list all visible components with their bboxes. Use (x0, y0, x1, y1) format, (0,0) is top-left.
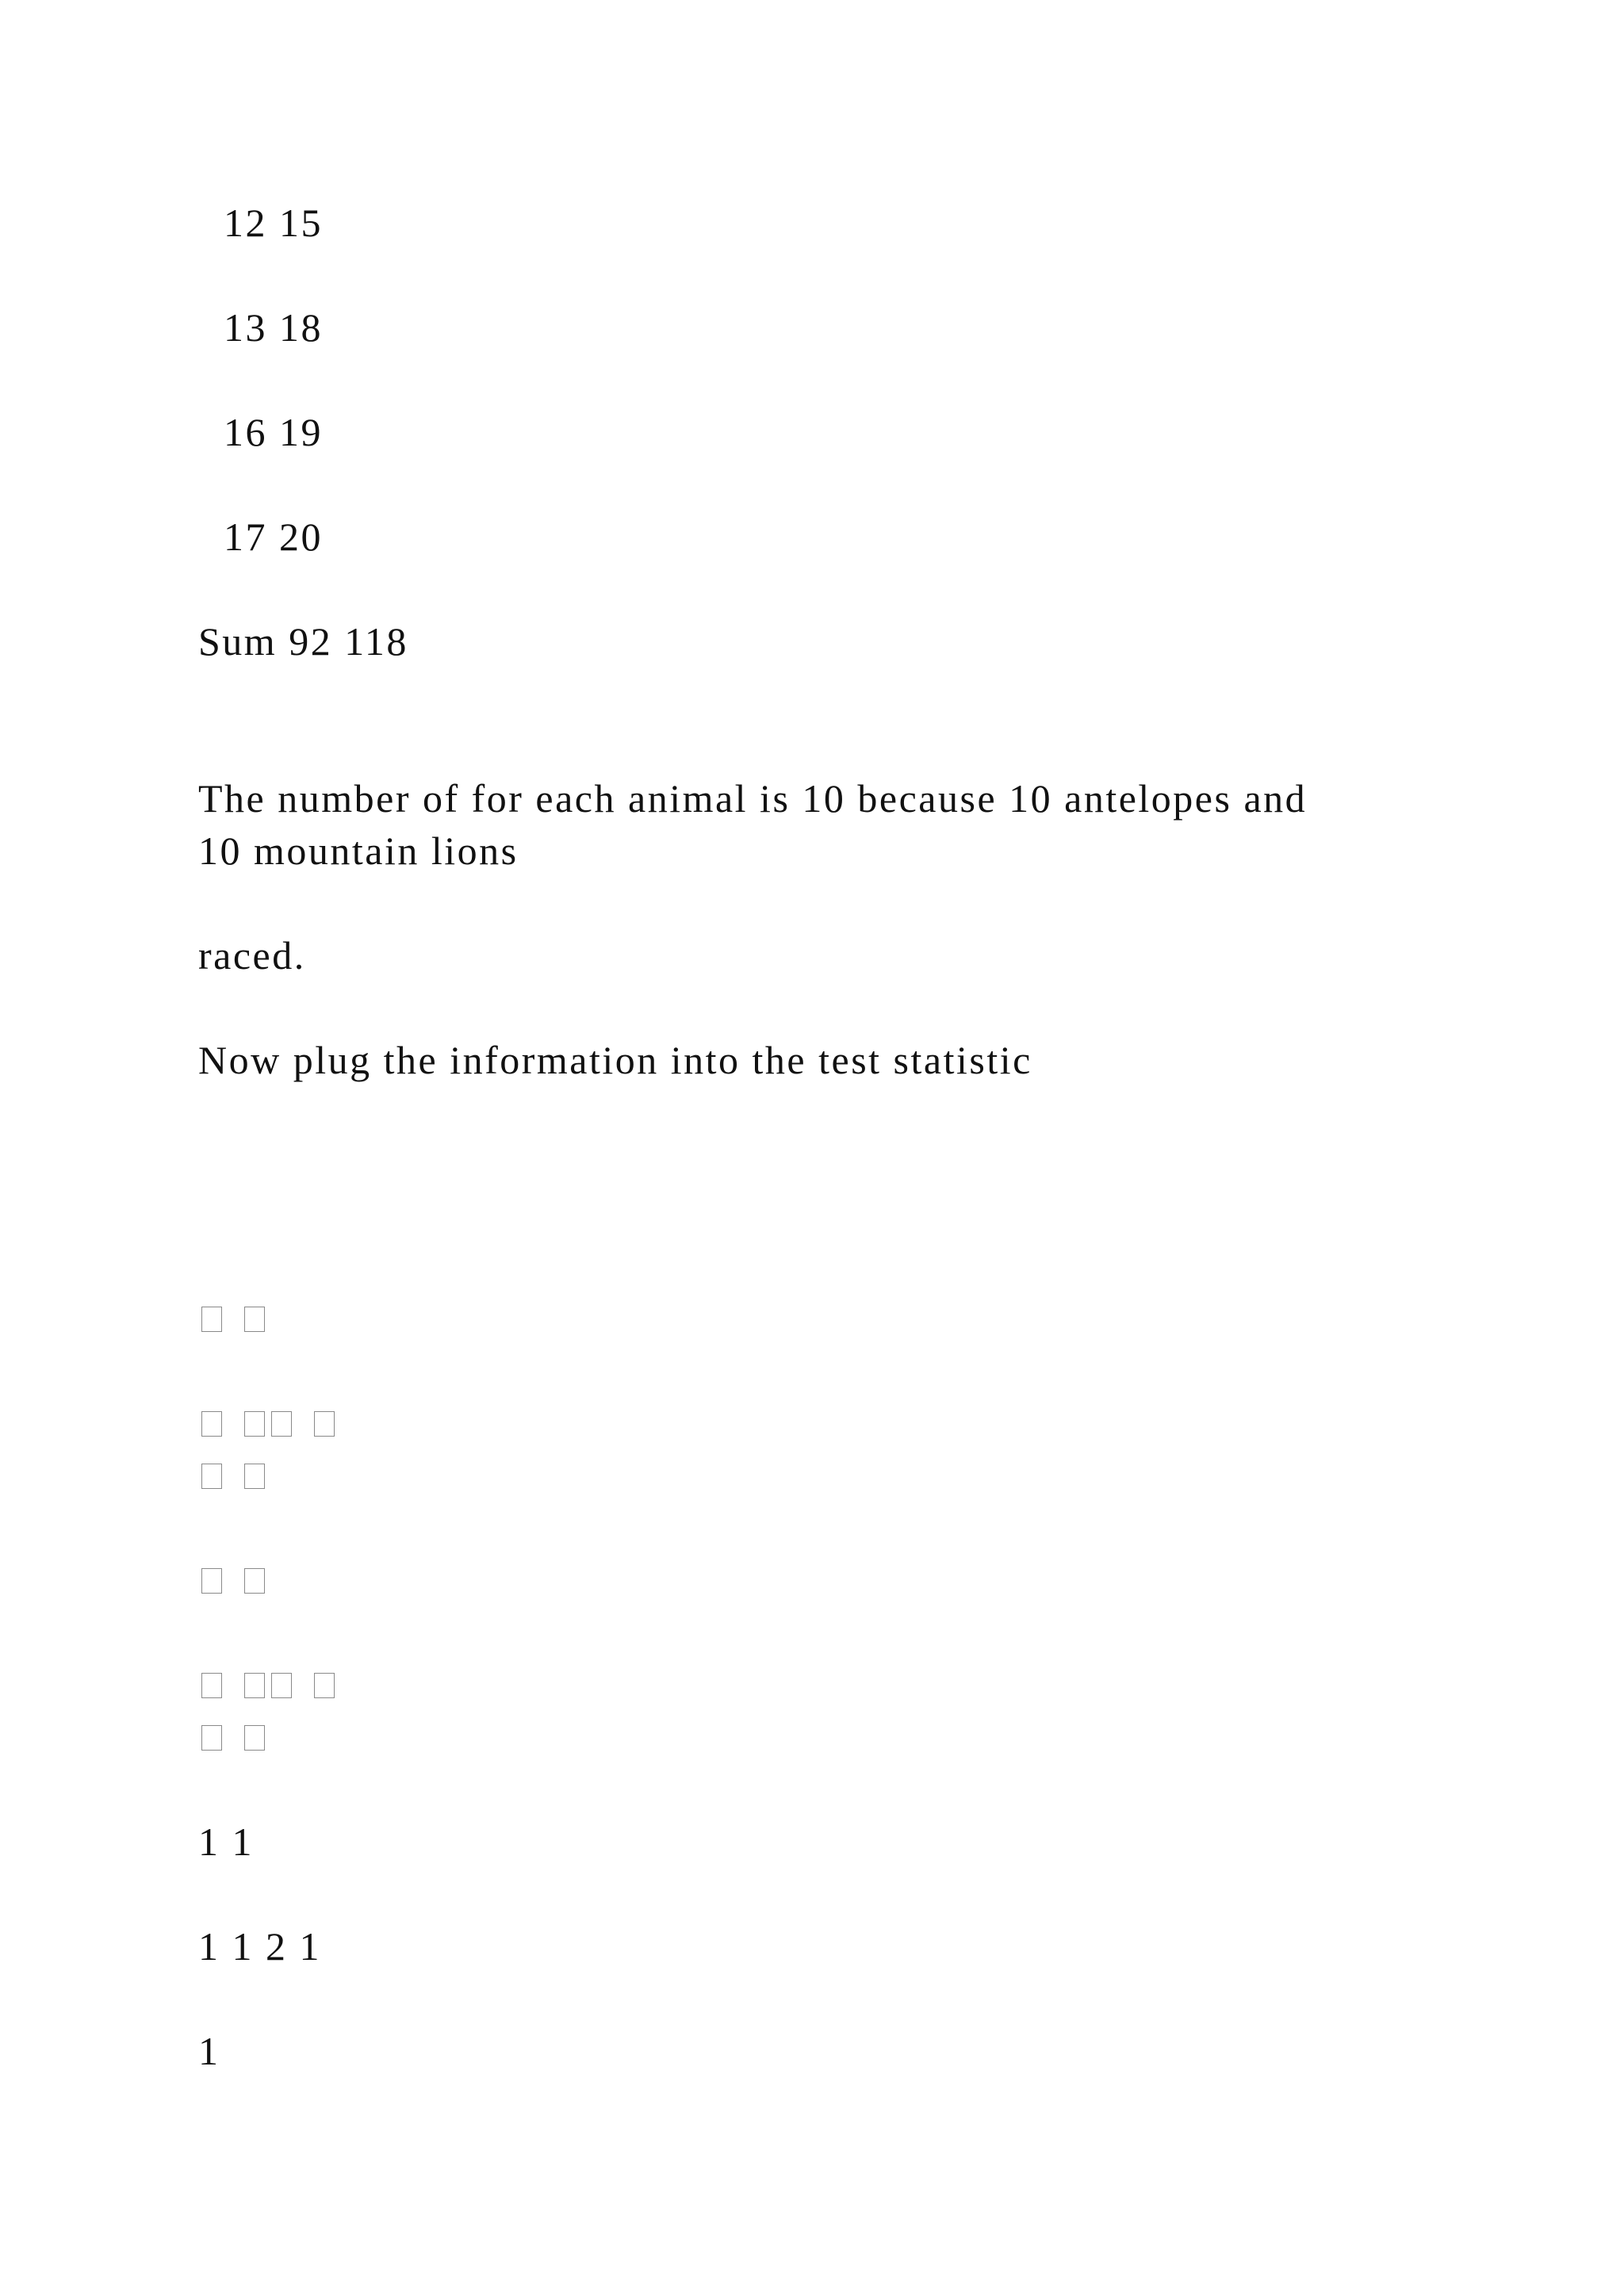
missing-glyph-icon (314, 1411, 335, 1437)
missing-glyph-icon (271, 1673, 292, 1698)
missing-glyph-icon (244, 1411, 265, 1437)
missing-glyph-row (201, 1563, 265, 1598)
table-row: 17 20 (224, 515, 323, 559)
formula-number-line: 1 1 2 1 (198, 1924, 321, 1969)
missing-glyph-icon (244, 1673, 265, 1698)
paragraph-line: The number of for each animal is 10 because 10 antelopes and (198, 776, 1308, 821)
missing-glyph-icon (201, 1725, 222, 1751)
missing-glyph-row (201, 1302, 265, 1337)
missing-glyph-icon (201, 1411, 222, 1437)
missing-glyph-row (201, 1406, 335, 1441)
missing-glyph-icon (244, 1568, 265, 1594)
paragraph-line: raced. (198, 933, 306, 978)
missing-glyph-row (201, 1459, 265, 1494)
paragraph-line: 10 mountain lions (198, 828, 519, 873)
table-row: 16 19 (224, 410, 323, 454)
missing-glyph-icon (244, 1725, 265, 1751)
missing-glyph-icon (201, 1307, 222, 1332)
missing-glyph-row (201, 1720, 265, 1755)
missing-glyph-icon (201, 1673, 222, 1698)
missing-glyph-icon (201, 1464, 222, 1489)
missing-glyph-icon (201, 1568, 222, 1594)
missing-glyph-icon (244, 1307, 265, 1332)
formula-number-line: 1 1 (198, 1820, 254, 1864)
missing-glyph-icon (314, 1673, 335, 1698)
table-row: 12 15 (224, 201, 323, 245)
formula-number-line: 1 (198, 2029, 220, 2073)
table-sum-row: Sum 92 118 (198, 619, 408, 664)
missing-glyph-icon (244, 1464, 265, 1489)
missing-glyph-icon (271, 1411, 292, 1437)
table-row: 13 18 (224, 305, 323, 350)
missing-glyph-row (201, 1668, 335, 1703)
paragraph-line: Now plug the information into the test statistic (198, 1038, 1032, 1082)
